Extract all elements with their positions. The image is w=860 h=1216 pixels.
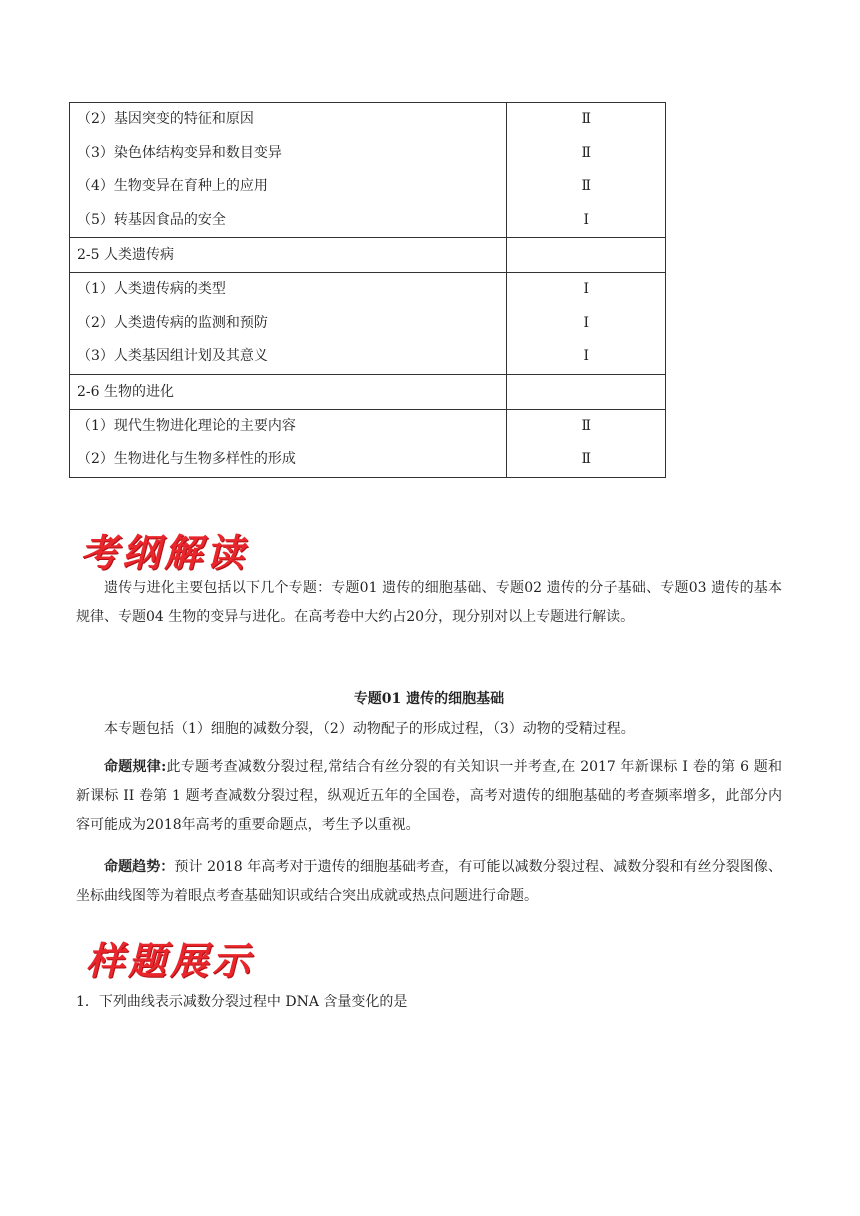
topic-cell — [70, 103, 507, 238]
topic-cell — [70, 273, 507, 375]
level-item: Ⅰ — [583, 314, 589, 331]
table-row — [70, 238, 666, 273]
level-cell — [507, 103, 666, 238]
topic-scope: 本专题包括（1）细胞的减数分裂，（2）动物配子的形成过程，（3）动物的受精过程。 — [104, 721, 635, 737]
table-row — [70, 103, 666, 238]
topic-item: （2）人类遗传病的监测和预防 — [77, 314, 268, 331]
level-item: Ⅰ — [583, 211, 589, 228]
level-item: Ⅰ — [583, 281, 589, 297]
level-cell — [507, 238, 666, 273]
table-row — [70, 374, 666, 409]
level-cell — [507, 273, 666, 375]
section-heading-cell — [70, 238, 507, 273]
level-item: Ⅱ — [581, 417, 591, 434]
section-heading: 2-6 生物的进化 — [77, 383, 174, 400]
level-item: Ⅱ — [581, 111, 591, 127]
table-row — [70, 409, 666, 477]
trend-paragraph — [76, 853, 782, 911]
rule-paragraph — [76, 753, 782, 840]
exam-outline-table — [69, 102, 666, 478]
kaogang-heading: 考纲解读 — [80, 531, 249, 575]
topic-item: （2）基因突变的特征和原因 — [77, 111, 254, 127]
level-item: Ⅱ — [581, 178, 591, 194]
topic-item: （2）生物进化与生物多样性的形成 — [77, 451, 296, 467]
trend-label: 命题趋势： — [104, 859, 175, 875]
section-heading-cell — [70, 374, 507, 409]
rule-text: 此专题考查减数分裂过程,常结合有丝分裂的有关知识一并考查,在 2017 年新课标 I 卷的第 6 题和新课标 II 卷第 1 题考查减数分裂过程，纵观近五年的全国卷，高考对遗传的细胞基础的考查频率增多，此部分内容可能成为2018年高考的重要命题点，考生予以重视。 — [76, 759, 782, 833]
intro-paragraph: 遗传与进化主要包括以下几个专题：专题01 遗传的细胞基础、专题02 遗传的分子基础、专题03 遗传的基本规律、专题04 生物的变异与进化。在高考卷中大约占20分，现分别对以上专题进行解读。 — [76, 580, 782, 625]
yangti-heading: 样题展示 — [86, 939, 255, 983]
rule-label: 命题规律: — [104, 759, 167, 775]
table-row — [70, 273, 666, 375]
question-1: 1．下列曲线表示减数分裂过程中 DNA 含量变化的是 — [76, 994, 408, 1010]
topic-item: （3）染色体结构变异和数目变异 — [77, 144, 282, 161]
section-heading: 2-5 人类遗传病 — [77, 247, 174, 263]
level-item: Ⅱ — [581, 451, 591, 467]
topic-item: （4）生物变异在育种上的应用 — [77, 178, 268, 194]
topic-item: （5）转基因食品的安全 — [77, 211, 226, 228]
topic-item: （3）人类基因组计划及其意义 — [77, 348, 268, 364]
topic-item: （1）人类遗传病的类型 — [77, 281, 226, 297]
level-cell — [507, 409, 666, 477]
topic-cell — [70, 409, 507, 477]
level-cell — [507, 374, 666, 409]
level-item: Ⅰ — [583, 348, 589, 364]
topic-item: （1）现代生物进化理论的主要内容 — [77, 417, 296, 434]
trend-text: 预计 2018 年高考对于遗传的细胞基础考查，有可能以减数分裂过程、减数分裂和有丝分裂图像、坐标曲线图等为着眼点考查基础知识或结合突出成就或热点问题进行命题。 — [76, 859, 783, 904]
level-item: Ⅱ — [581, 144, 591, 161]
topic-title: 专题01 遗传的细胞基础 — [353, 691, 505, 707]
